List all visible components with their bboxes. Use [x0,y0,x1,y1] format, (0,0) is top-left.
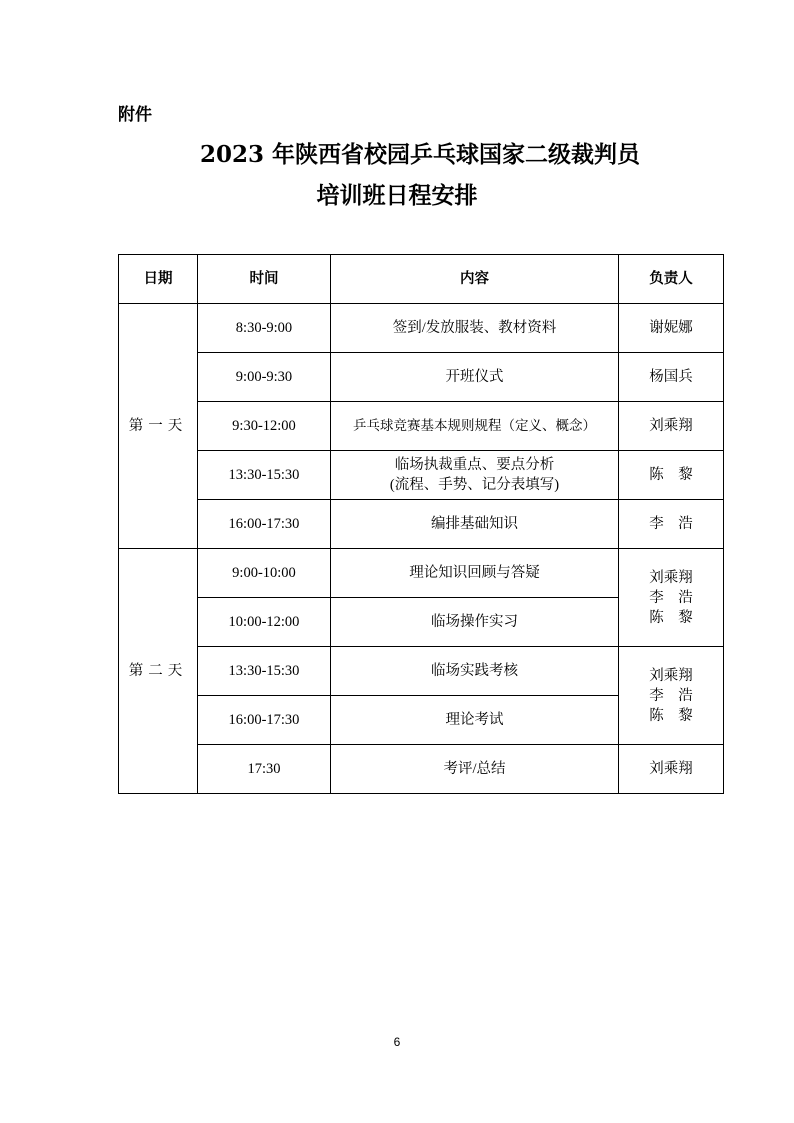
responsible-name: 李 浩 [649,687,693,704]
table-row [119,402,724,451]
responsible-group-cell [619,647,724,745]
responsible-name: 刘乘翔 [649,569,693,586]
responsible-name: 陈 黎 [649,609,693,626]
responsible-cell: 谢妮娜 [619,304,724,353]
responsible-cell: 杨国兵 [619,353,724,402]
table-row [119,549,724,598]
time-cell: 8:30-9:00 [198,304,331,353]
responsible-name: 李 浩 [649,589,693,606]
content-cell: 乒乓球竞赛基本规则规程（定义、概念） [331,402,619,451]
document-title-line-2: 培训班日程安排 [316,182,478,209]
time-cell: 16:00-17:30 [198,696,331,745]
content-cell: 理论考试 [331,696,619,745]
time-cell: 13:30-15:30 [198,451,331,500]
day1-label: 第一天 [119,304,198,549]
header-date: 日期 [119,255,198,304]
content-cell: 开班仪式 [331,353,619,402]
responsible-cell: 刘乘翔 [619,402,724,451]
table-row [119,304,724,353]
responsible-cell: 刘乘翔 [619,745,724,794]
content-line: 临场执裁重点、要点分析 [394,457,555,473]
responsible-name: 刘乘翔 [649,667,693,684]
content-line: (流程、手势、记分表填写) [389,477,560,493]
content-cell: 签到/发放服装、教材资料 [331,304,619,353]
header-time: 时间 [198,255,331,304]
content-cell [331,451,619,500]
table-row [119,500,724,549]
table-row [119,353,724,402]
content-cell: 临场操作实习 [331,598,619,647]
content-cell: 理论知识回顾与答疑 [331,549,619,598]
responsible-name: 陈 黎 [649,707,693,724]
table-row [119,647,724,696]
page-number: 6 [393,1035,401,1049]
table-row [119,745,724,794]
attachment-label: 附件 [118,105,152,125]
table-row [119,451,724,500]
header-content: 内容 [331,255,619,304]
day2-label: 第二天 [119,549,198,794]
responsible-cell: 李 浩 [619,500,724,549]
responsible-cell: 陈 黎 [619,451,724,500]
time-cell: 9:30-12:00 [198,402,331,451]
table-header-row [119,255,724,304]
time-cell: 17:30 [198,745,331,794]
time-cell: 13:30-15:30 [198,647,331,696]
schedule-table [118,254,724,794]
time-cell: 9:00-9:30 [198,353,331,402]
document-title-line-1: 2023 年陕西省校园乒乓球国家二级裁判员 [199,141,641,168]
time-cell: 9:00-10:00 [198,549,331,598]
header-responsible: 负责人 [619,255,724,304]
content-cell: 编排基础知识 [331,500,619,549]
time-cell: 10:00-12:00 [198,598,331,647]
responsible-group-cell [619,549,724,647]
time-cell: 16:00-17:30 [198,500,331,549]
content-cell: 临场实践考核 [331,647,619,696]
content-cell: 考评/总结 [331,745,619,794]
